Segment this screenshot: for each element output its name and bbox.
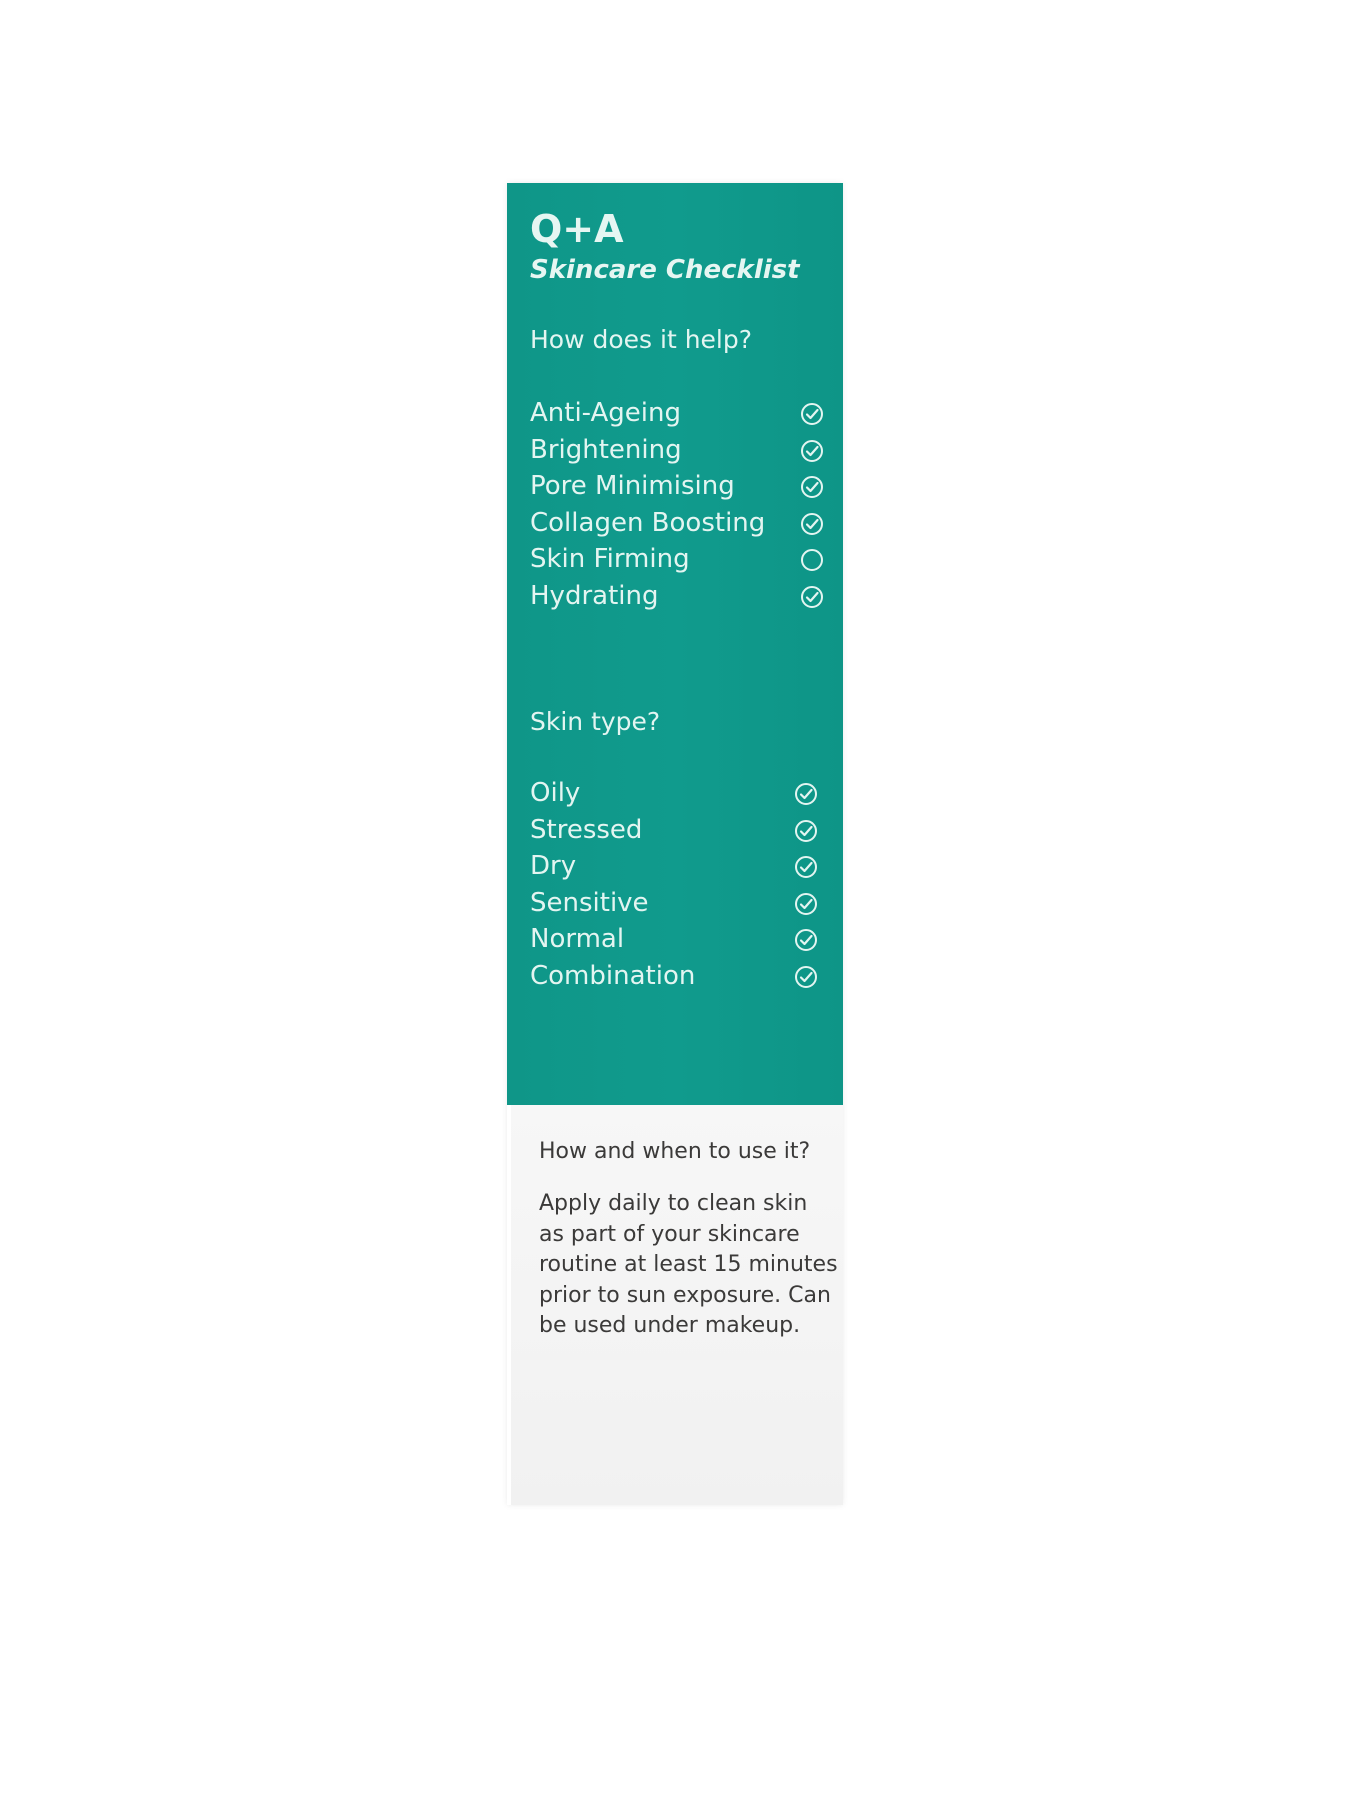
skin-type-heading: Skin type? (530, 707, 661, 736)
list-item (530, 578, 820, 615)
check-circle-icon (800, 402, 824, 426)
help-list (530, 395, 820, 615)
list-item (530, 468, 820, 505)
list-item-label: Normal (530, 924, 625, 955)
check-circle-icon (800, 512, 824, 536)
list-item-label: Dry (530, 851, 577, 882)
list-item-label: Stressed (530, 814, 643, 845)
usage-instructions: Apply daily to clean skin as part of your skincare routine at least 15 minutes prior to sun exposure. Can be used under makeup. (539, 1191, 838, 1338)
list-item (530, 812, 820, 849)
list-item (530, 432, 820, 469)
check-circle-icon (794, 892, 818, 916)
check-circle-icon (794, 965, 818, 989)
list-item (530, 775, 820, 812)
check-circle-icon (794, 928, 818, 952)
list-item (530, 885, 820, 922)
list-item (530, 848, 820, 885)
checklist-title: Skincare Checklist (530, 255, 800, 285)
help-heading: How does it help? (530, 325, 753, 354)
check-circle-icon (800, 475, 824, 499)
list-item-label: Anti-Ageing (530, 398, 681, 428)
check-circle-icon (800, 439, 824, 463)
check-circle-icon (794, 782, 818, 806)
list-item (530, 505, 820, 542)
product-box-side-panel (507, 183, 843, 1505)
list-item-label: Skin Firming (530, 544, 690, 575)
list-item-label: Collagen Boosting (530, 507, 766, 538)
check-circle-icon (794, 855, 818, 879)
list-item (530, 541, 820, 578)
list-item-label: Sensitive (530, 887, 649, 918)
list-item-label: Pore Minimising (530, 471, 735, 502)
list-item (530, 921, 820, 958)
usage-panel (511, 1105, 843, 1505)
usage-heading: How and when to use it? (539, 1139, 811, 1164)
empty-circle-icon (800, 548, 824, 572)
list-item (530, 958, 820, 995)
list-item-label: Combination (530, 960, 696, 991)
checklist-panel (507, 183, 843, 1105)
check-circle-icon (800, 585, 824, 609)
list-item-label: Brightening (530, 434, 682, 465)
skin-type-list (530, 775, 820, 995)
list-item-label: Oily (530, 778, 581, 808)
list-item-label: Hydrating (530, 580, 659, 611)
check-circle-icon (794, 819, 818, 843)
brand-logo-text: Q+A (530, 207, 624, 251)
list-item (530, 395, 820, 432)
